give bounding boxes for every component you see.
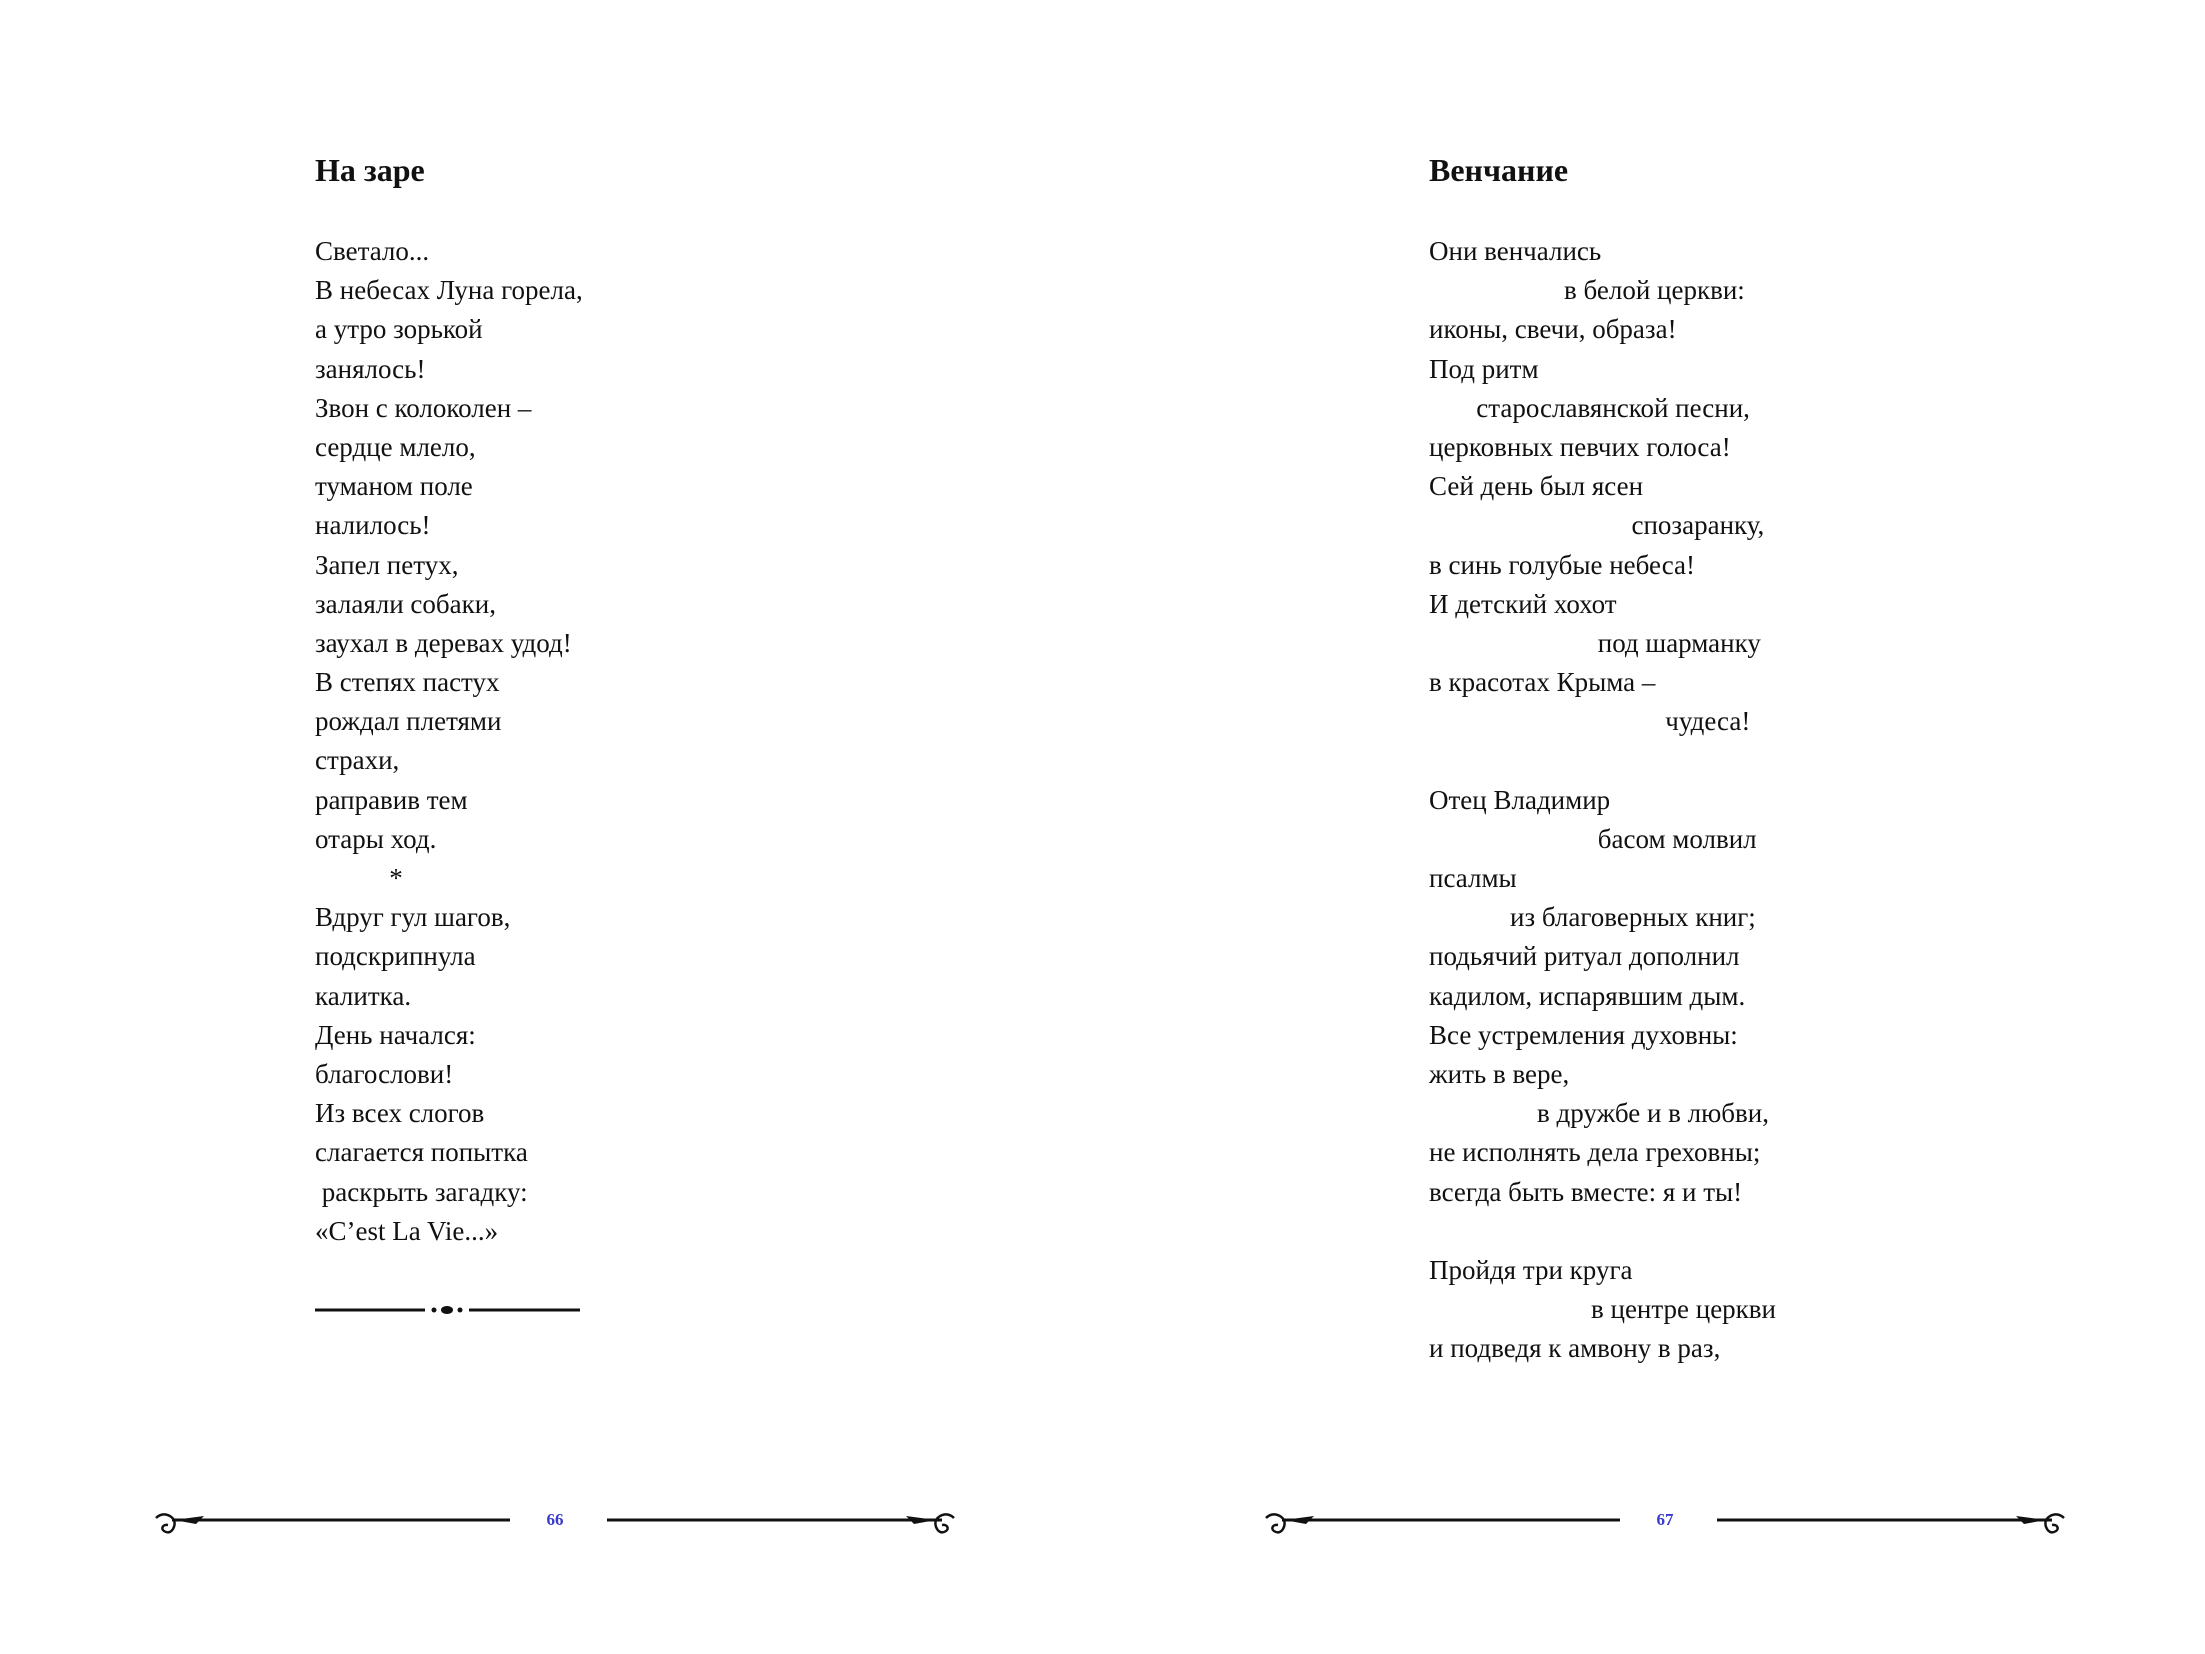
page-number: 66 [546, 1510, 564, 1529]
poem-line: старославянской песни, [1429, 392, 1750, 423]
poem-line: Они венчались [1429, 236, 1602, 266]
poem-title: Венчание [1429, 152, 1569, 188]
poem-line: Звон с колоколен – [315, 392, 532, 423]
poem-line: «C’est La Vie...» [315, 1215, 499, 1246]
poem-line: раправив тем [315, 784, 468, 815]
poem-title: На заре [315, 152, 425, 188]
poem-line: Сей день был ясен [1429, 471, 1644, 502]
poem-line: псалмы [1429, 863, 1517, 893]
poem-line: благослови! [315, 1058, 454, 1089]
right-page [1103, 0, 2205, 1654]
poem-line: спозаранку, [1429, 510, 1765, 541]
poem-line: не исполнять дела греховны; [1429, 1137, 1761, 1168]
poem-line: чудеса! [1429, 706, 1751, 737]
poem-line [1429, 741, 1776, 780]
poem-line: жить в вере, [1429, 1058, 1570, 1089]
poem-line: В степях пастух [315, 667, 500, 698]
poem-line: из благоверных книг; [1429, 902, 1756, 933]
poem-line: рождал плетями [315, 706, 502, 737]
poem-line: Запел петух, [315, 549, 459, 580]
poem-line: Пройдя три круга [1429, 1254, 1633, 1285]
poem-line: сердце млело, [315, 431, 476, 462]
poem-line: Вдруг гул шагов, [315, 902, 511, 933]
page-footer [152, 1488, 958, 1548]
poem-line: залаяли собаки, [315, 588, 496, 619]
poem-line: налилось! [315, 510, 431, 541]
poem-line: калитка. [315, 980, 412, 1011]
poem-line: отары ход. [315, 823, 437, 854]
ornamental-divider-icon [315, 1300, 580, 1320]
poem-line: * [315, 863, 403, 893]
poem-line: басом молвил [1429, 823, 1757, 854]
poem-line: И детский хохот [1429, 588, 1617, 619]
poem-line: Под ритм [1429, 353, 1539, 384]
poem-line: раскрыть загадку: [315, 1176, 528, 1207]
poem-line: в белой церкви: [1429, 275, 1745, 306]
poem-line [1429, 1212, 1776, 1251]
page-footer [1262, 1488, 2068, 1548]
poem-line: в центре церкви [1429, 1294, 1776, 1325]
poem-line: День начался: [315, 1019, 476, 1050]
poem-line: под шарманку [1429, 627, 1761, 658]
poem-line: а утро зорькой [315, 314, 483, 345]
poem-line: всегда быть вместе: я и ты! [1429, 1176, 1743, 1207]
poem-line: кадилом, испарявшим дым. [1429, 980, 1746, 1011]
poem-line: страхи, [315, 745, 400, 776]
poem-line: церковных певчих голоса! [1429, 431, 1731, 462]
page-number: 67 [1656, 1510, 1674, 1529]
poem-line: Отец Владимир [1429, 784, 1611, 815]
poem-line: туманом поле [315, 471, 473, 502]
poem-line: Все устремления духовны: [1429, 1019, 1738, 1050]
poem-line: в синь голубые небеса! [1429, 549, 1695, 580]
poem-line: подьячий ритуал дополнил [1429, 941, 1740, 972]
poem-line: заухал в деревах удод! [315, 627, 572, 658]
poem-line: слагается попытка [315, 1137, 528, 1168]
poem-text [1429, 232, 1776, 1368]
poem-line: занялось! [315, 353, 426, 384]
poem-text [315, 232, 583, 1251]
poem-line: в красотах Крыма – [1429, 667, 1656, 698]
poem-line: В небесах Луна горела, [315, 275, 583, 306]
poem-line: Из всех слогов [315, 1098, 485, 1129]
poem-line: в дружбе и в любви, [1429, 1098, 1769, 1129]
left-page [0, 0, 1102, 1654]
poem-line: Светало... [315, 236, 430, 266]
poem-line: подскрипнула [315, 941, 476, 972]
poem-line: и подведя к амвону в раз, [1429, 1333, 1721, 1364]
poem-line: иконы, свечи, образа! [1429, 314, 1677, 345]
